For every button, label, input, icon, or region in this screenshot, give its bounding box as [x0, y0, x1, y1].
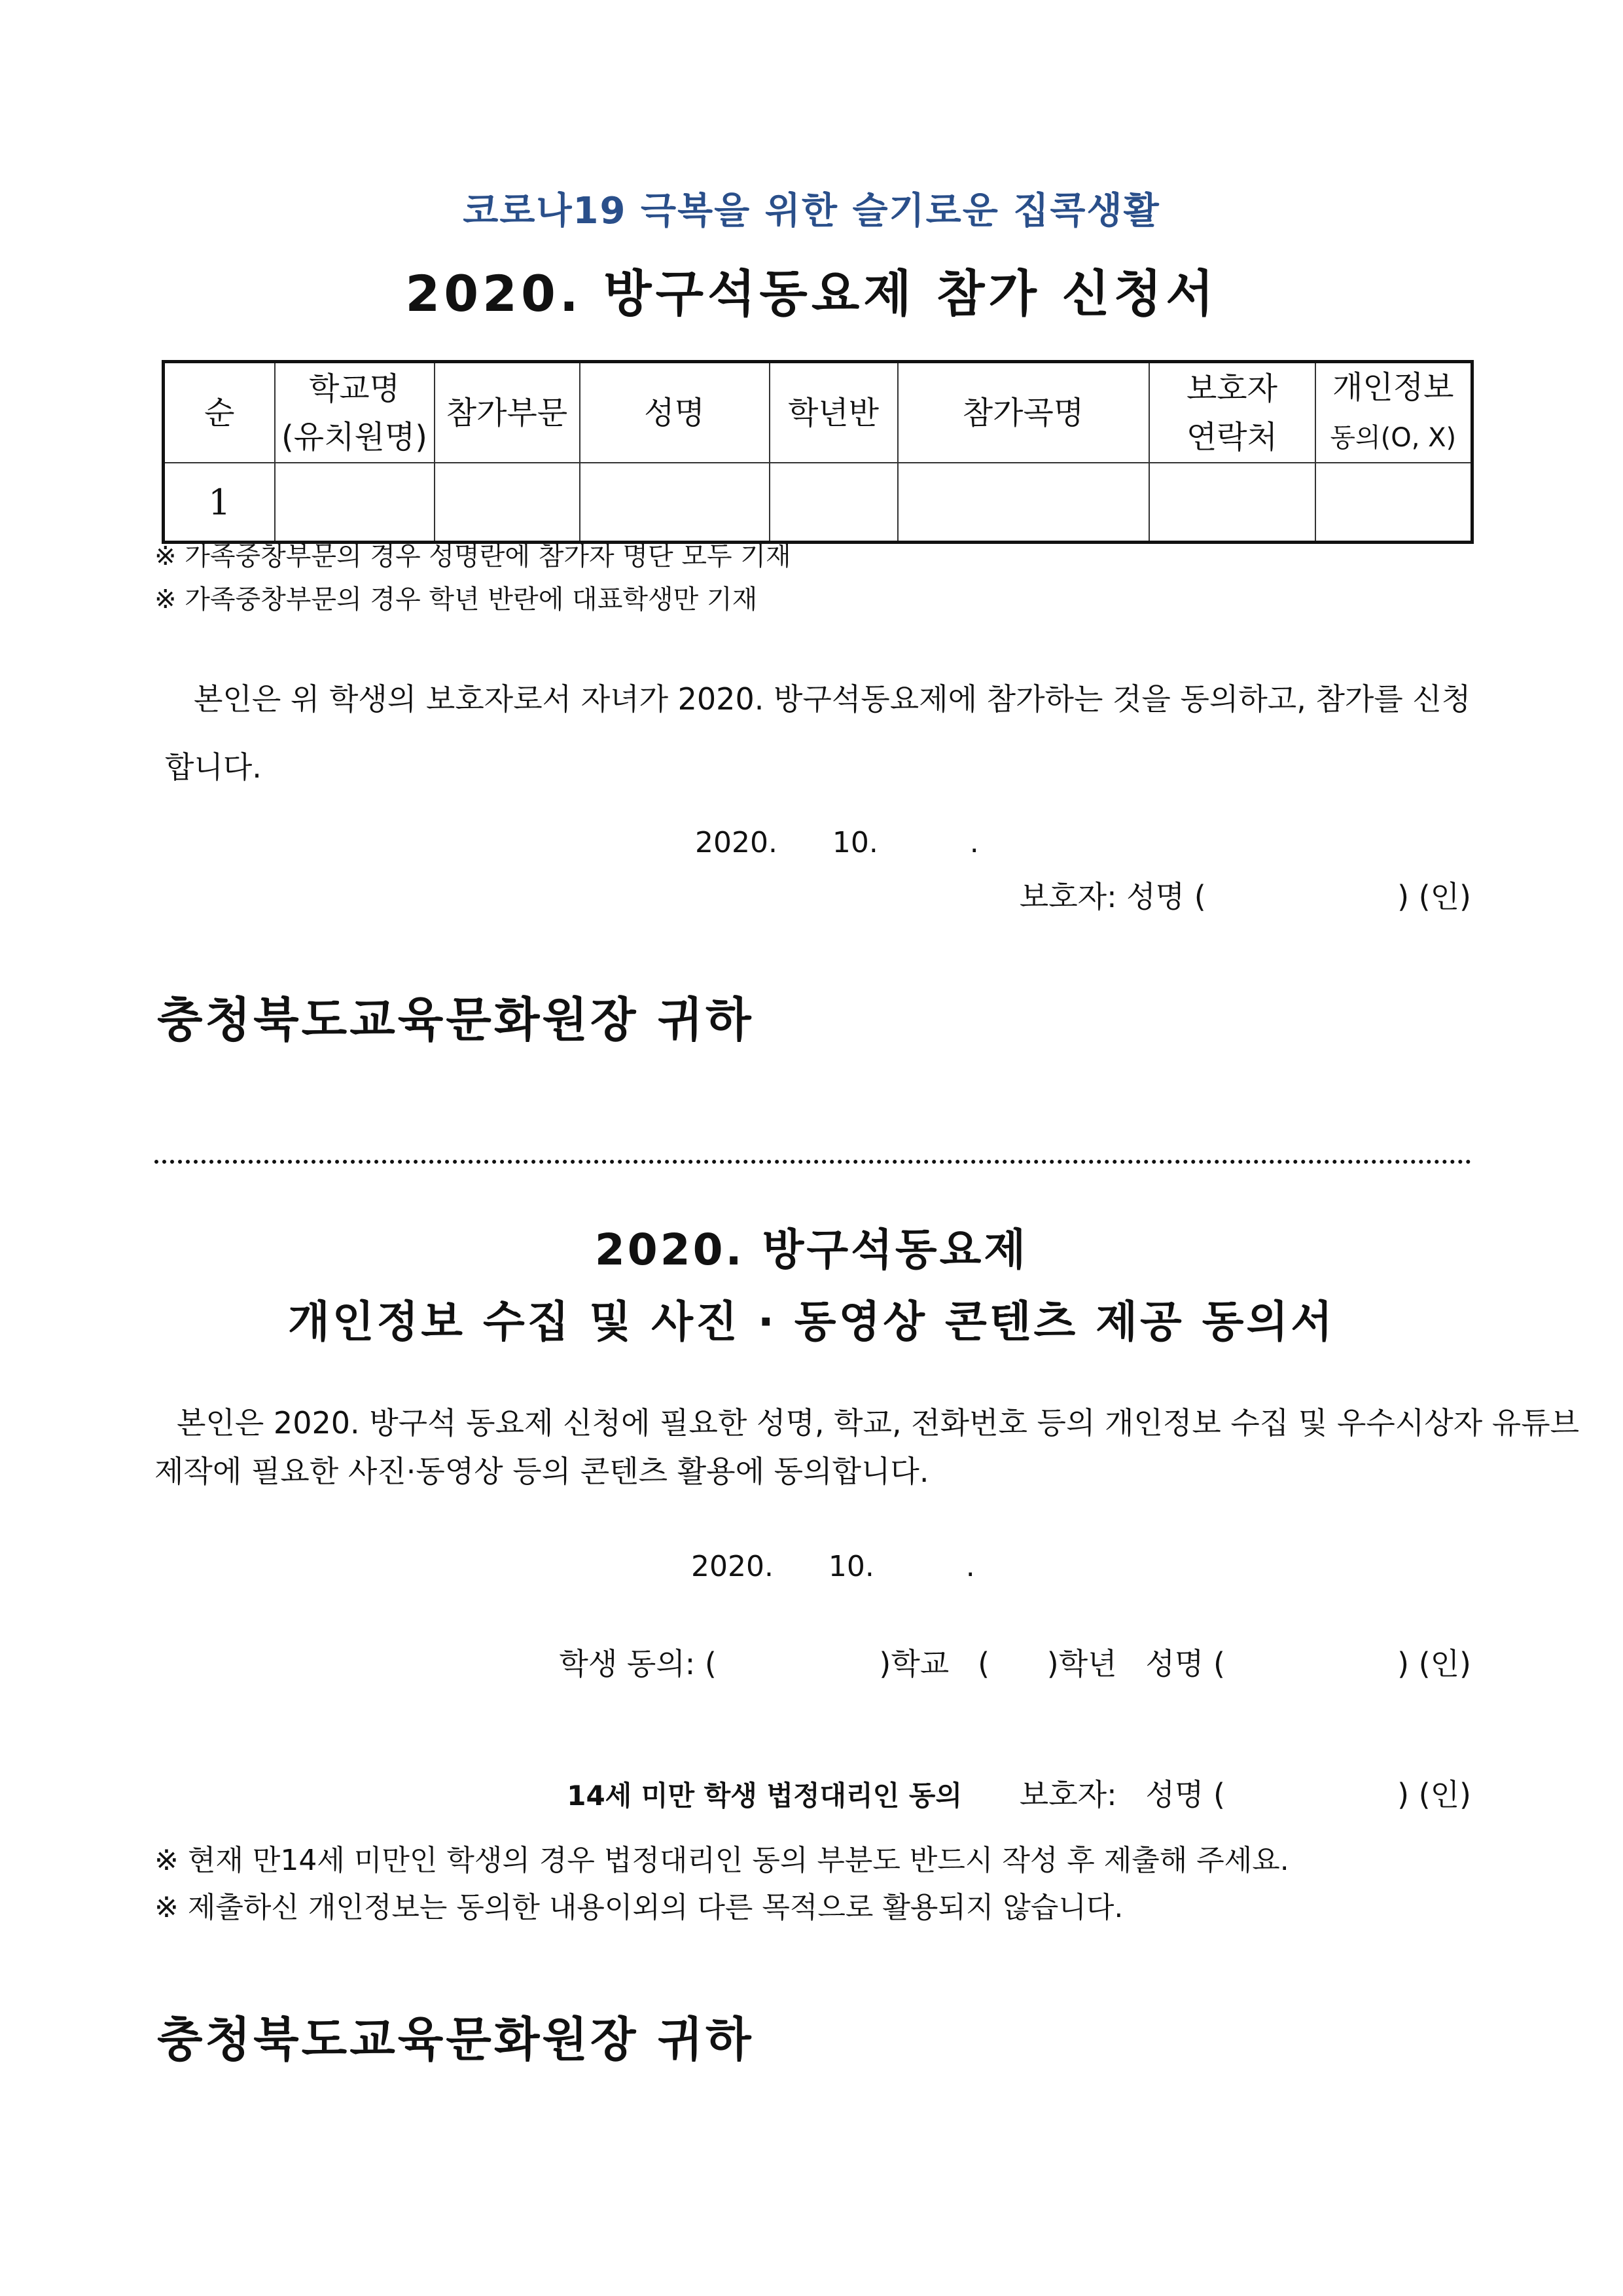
consent-paragraph-line-1: 본인은 위 학생의 보호자로서 자녀가 2020. 방구석동요제에 참가하는 것을 동의하고, 참가를 신청: [194, 681, 1471, 717]
table-row: [164, 463, 1472, 543]
privacy-note-2: ※ 제출하신 개인정보는 동의한 내용이외의 다른 목적으로 활용되지 않습니다.: [154, 1891, 1124, 1924]
column-header-grade-class: 학년반: [770, 362, 898, 463]
note-family-chorus-grade: ※ 가족중창부문의 경우 학년 반란에 대표학생만 기재: [154, 584, 758, 615]
table-cell-school[interactable]: [275, 463, 435, 543]
table-cell-order: 1: [164, 463, 275, 543]
table-cell-grade-class[interactable]: [770, 463, 898, 543]
column-header-guardian-contact: 보호자 연락처: [1149, 362, 1315, 463]
table-cell-song[interactable]: [898, 463, 1149, 543]
privacy-paragraph-line-2: 제작에 필요한 사진·동영상 등의 콘텐츠 활용에 동의합니다.: [154, 1454, 929, 1489]
consent-paragraph-line-2: 합니다.: [165, 749, 262, 785]
application-table: [162, 360, 1474, 544]
student-consent-line: 학생 동의: ( )학교 ( )학년 성명 ( ) (인): [559, 1646, 1471, 1681]
table-header-row: [164, 362, 1472, 463]
date-line-1: 2020. 10. .: [695, 826, 979, 859]
legal-guardian-label: 14세 미만 학생 법정대리인 동의: [567, 1780, 963, 1812]
consent-form-title-line-1: 2020. 방구석동요제: [594, 1225, 1029, 1275]
legal-guardian-consent-line: [548, 1736, 1471, 1814]
column-header-school: 학교명 (유치원명): [275, 362, 435, 463]
date-line-2: 2020. 10. .: [691, 1550, 975, 1583]
column-header-order: 순: [164, 362, 275, 463]
table-cell-privacy-consent[interactable]: [1315, 463, 1472, 543]
note-family-chorus-names: ※ 가족중창부문의 경우 성명란에 참가자 명단 모두 기재: [154, 541, 791, 571]
table-cell-guardian-contact[interactable]: [1149, 463, 1315, 543]
column-header-privacy-consent: 개인정보 동의(O, X): [1315, 362, 1472, 463]
form-subtitle: 코로나19 극복을 위한 슬기로운 집콕생활: [463, 190, 1160, 232]
recipient-2: 충청북도교육문화원장 귀하: [157, 2012, 754, 2067]
column-header-song: 참가곡명: [898, 362, 1149, 463]
cut-line-divider: [154, 1160, 1471, 1164]
privacy-paragraph-line-1: 본인은 2020. 방구석 동요제 신청에 필요한 성명, 학교, 전화번호 등의 개인정보 수집 및 우수시상자 유튜브: [177, 1405, 1580, 1441]
recipient-1: 충청북도교육문화원장 귀하: [157, 992, 754, 1047]
form-title: 2020. 방구석동요제 참가 신청서: [405, 264, 1218, 323]
guardian-signature-line: 보호자: 성명 ( ) (인): [1019, 879, 1471, 914]
consent-form-title-line-2: 개인정보 수집 및 사진 · 동영상 콘텐츠 제공 동의서: [287, 1297, 1335, 1347]
table-cell-category[interactable]: [435, 463, 580, 543]
table-cell-name[interactable]: [580, 463, 770, 543]
column-header-name: 성명: [580, 362, 770, 463]
legal-guardian-signature: 보호자: 성명 ( ) (인): [962, 1777, 1471, 1812]
column-header-category: 참가부문: [435, 362, 580, 463]
privacy-note-1: ※ 현재 만14세 미만인 학생의 경우 법정대리인 동의 부분도 반드시 작성 후 제출해 주세요.: [154, 1844, 1289, 1877]
